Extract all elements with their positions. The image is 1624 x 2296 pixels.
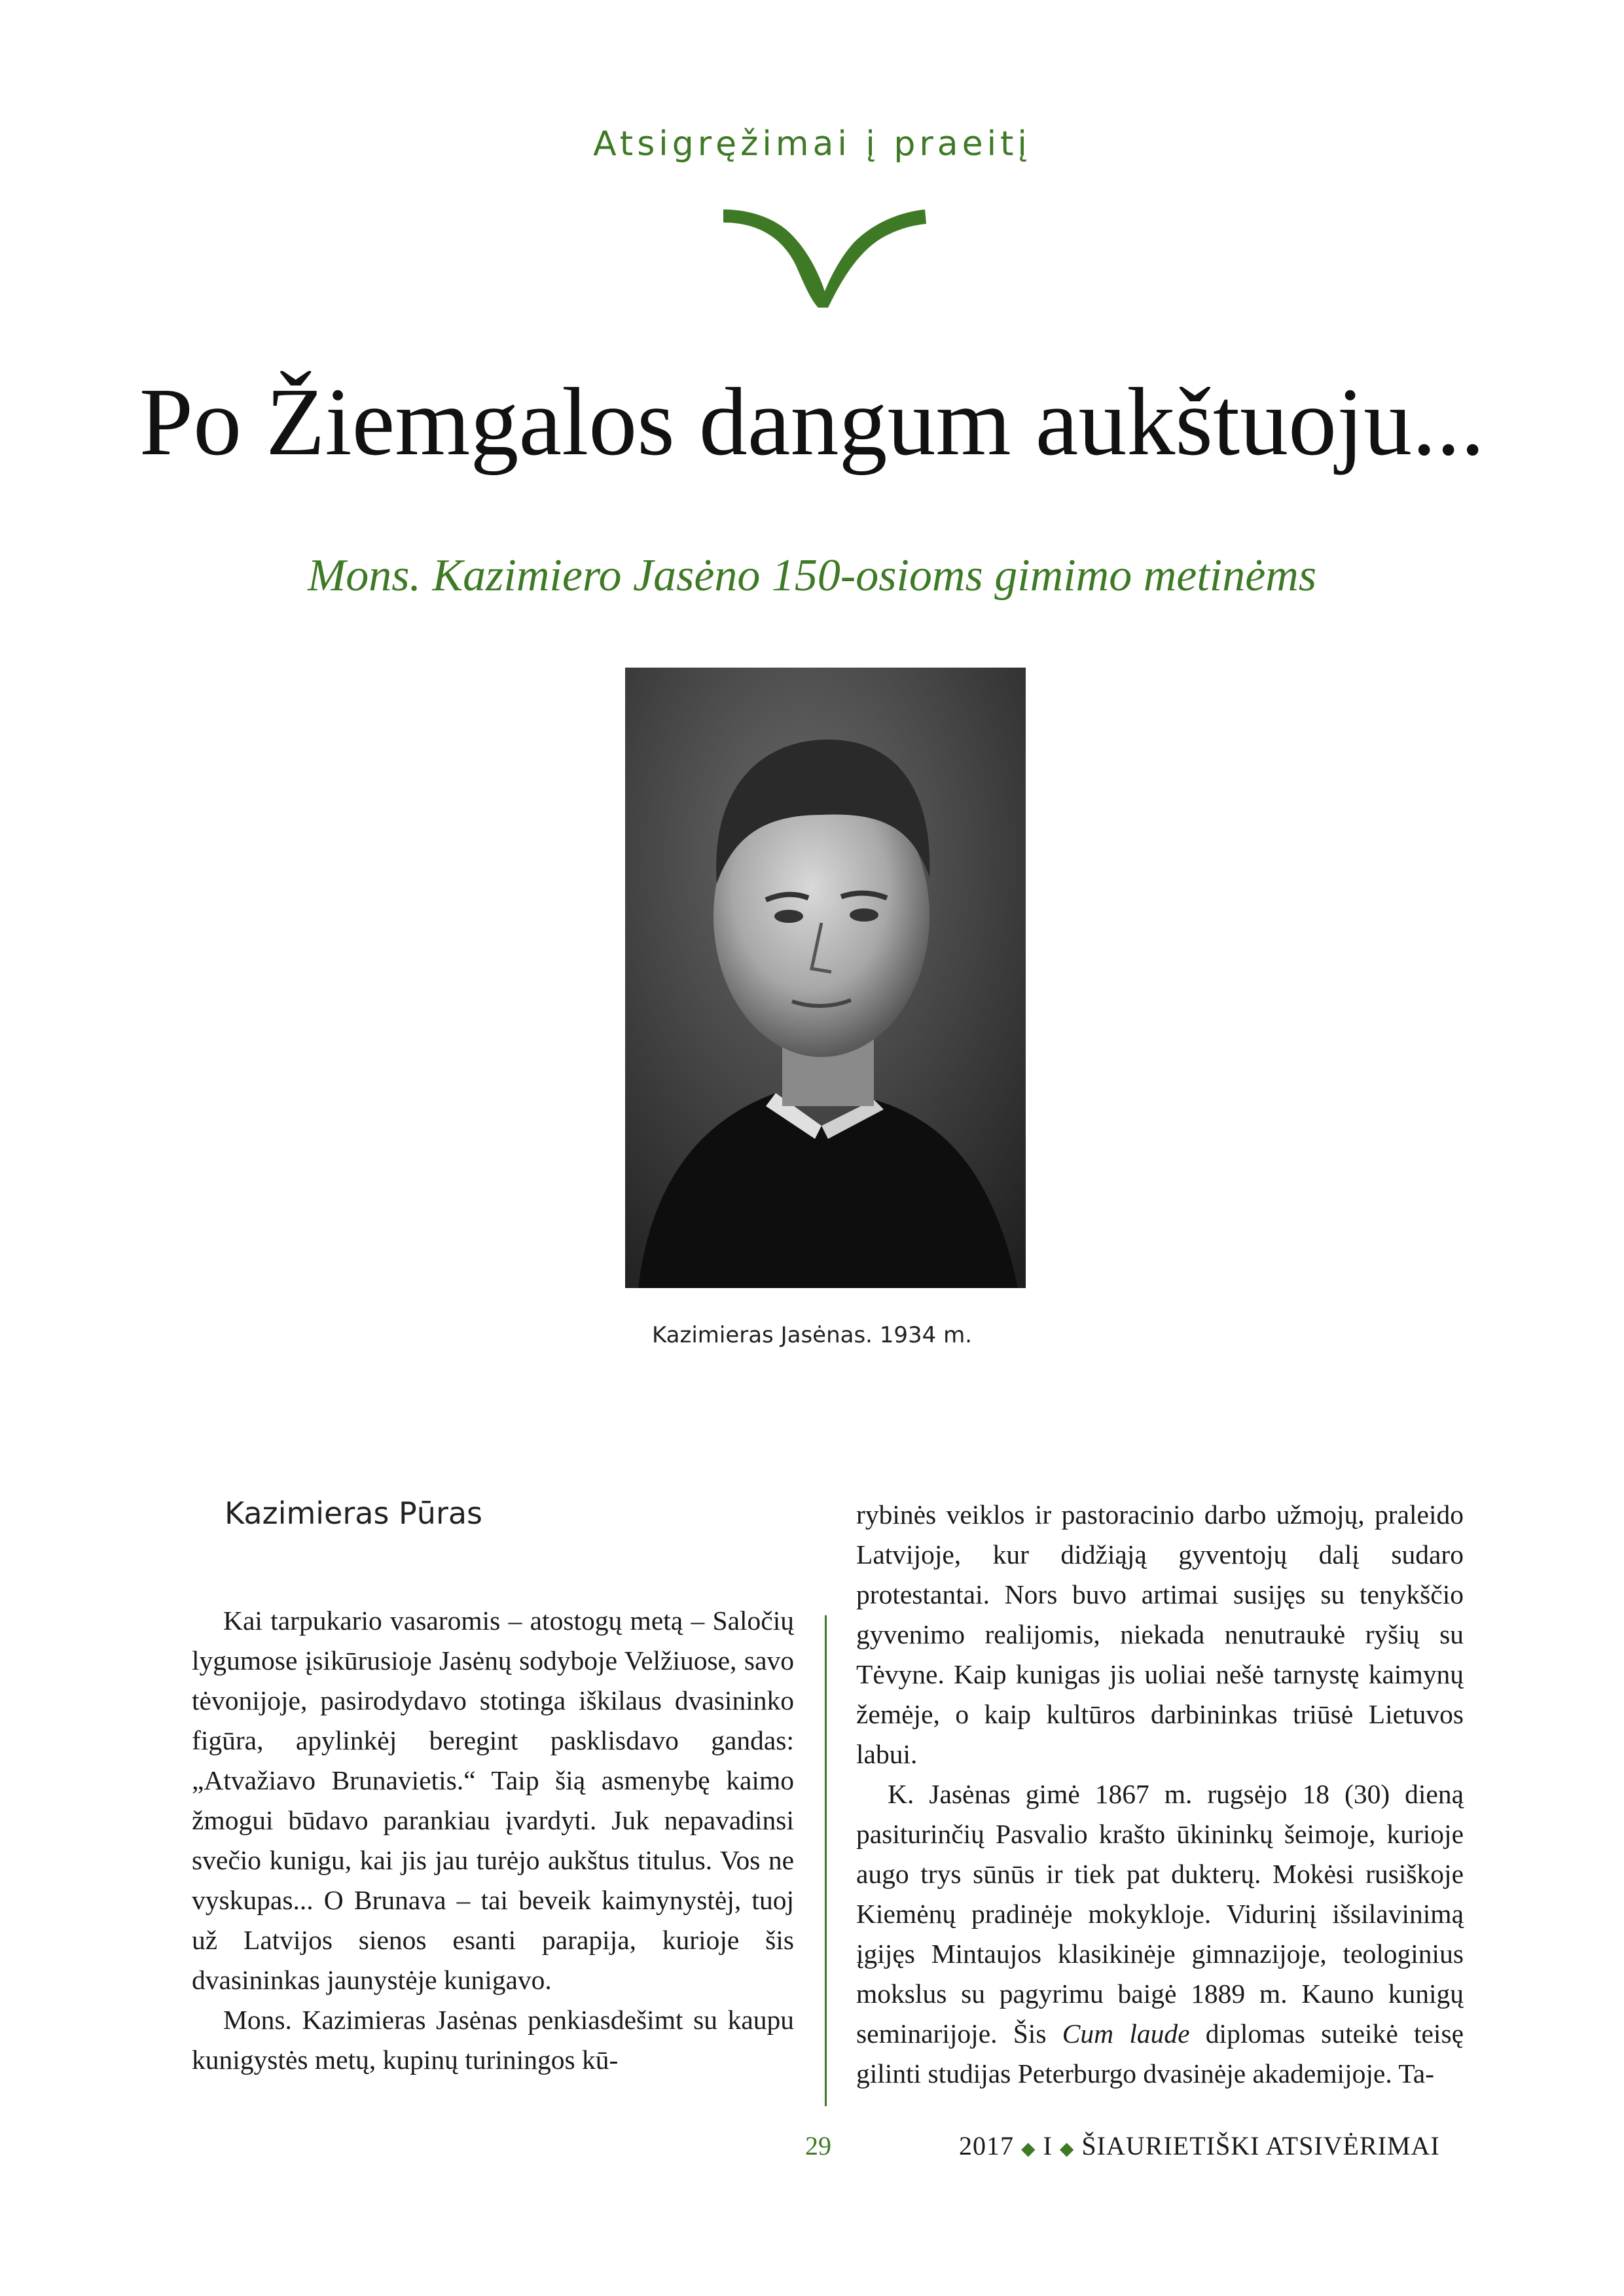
photo-caption: Kazimieras Jasėnas. 1934 m.	[651, 1322, 973, 1348]
paragraph-text: diplomas suteikė teisę gilinti studijas Peterburgo dvasinėje akademijoje. Ta-	[856, 2018, 1464, 2089]
portrait-photo	[625, 668, 1026, 1288]
paragraph: Mons. Kazimieras Jasėnas penkiasdešimt su kaupu kunigystės metų, kupinų turiningos kū-	[192, 2005, 794, 2075]
column-divider	[825, 1615, 827, 2106]
paragraph: rybinės veiklos ir pastoracinio darbo užmojų, praleido Latvijoje, kur didžiąją gyventojų dalį sudaro protestantai. Nors buvo artimai susijęs su tenykščio gyvenimo realijomis, niekada nenutraukė ryšių su Tėvyne. Kaip kunigas jis uoliai nešė tarnystę kaimynų žemėje, o kaip kultūros darbininkas triūsė Lietuvos labui.	[856, 1499, 1464, 1769]
body-column-right	[856, 1495, 1464, 2094]
article-author: Kazimieras Pūras	[225, 1496, 483, 1531]
article-subtitle: Mons. Kazimiero Jasėno 150-osioms gimimo metinėms	[307, 550, 1317, 601]
body-column-left	[192, 1601, 794, 2080]
chevron-ornament-icon	[723, 209, 926, 308]
page-number: 29	[805, 2131, 831, 2161]
journal-footer	[959, 2130, 1440, 2161]
diamond-icon: ◆	[1059, 2138, 1075, 2159]
latin-phrase: Cum laude	[1062, 2018, 1190, 2049]
paragraph: Kai tarpukario vasaromis – atostogų metą – Saločių lygumose įsikūrusioje Jasėnų sodyboje Velžiuose, savo tėvonijoje, pasirodydavo stotinga iškilaus dvasininko figūra, apylinkėj beregint pasklisdavo gandas: „Atvažiavo Brunavietis.“ Taip šią asmenybę kaimo žmogui būdavo parankiau įvardyti. Juk nepavadinsi svečio kunigu, kai jis jau turėjo aukštus titulus. Vos ne vyskupas... O Brunava – tai beveik kaimynystėj, tuoj už Latvijos sienos esanti parapija, kurioje šis dvasininkas jaunystėje kunigavo.	[192, 1605, 794, 1995]
footer-issue: I	[1043, 2131, 1053, 2161]
footer-journal: ŠIAURIETIŠKI ATSIVĖRIMAI	[1081, 2131, 1440, 2161]
article-title: Po Žiemgalos dangum aukštuoju...	[139, 368, 1485, 476]
footer-year: 2017	[959, 2131, 1014, 2161]
diamond-icon: ◆	[1021, 2138, 1036, 2159]
paragraph-text: K. Jasėnas gimė 1867 m. rugsėjo 18 (30) dieną pasiturinčių Pasvalio krašto ūkininkų šeimoje, kurioje augo trys sūnūs ir tiek pat dukterų. Mokėsi rusiškoje Kiemėnų pradinėje mokykloje. Vidurinį išsilavinimą įgijęs Mintaujos klasikinėje gimnazijoje, teologinius mokslus su pagyrimu baigė 1889 m. Kauno kunigų seminarijoje. Šis	[856, 1779, 1464, 2049]
paragraph	[856, 1774, 1464, 2094]
section-label: Atsigręžimai į praeitį	[593, 124, 1031, 164]
